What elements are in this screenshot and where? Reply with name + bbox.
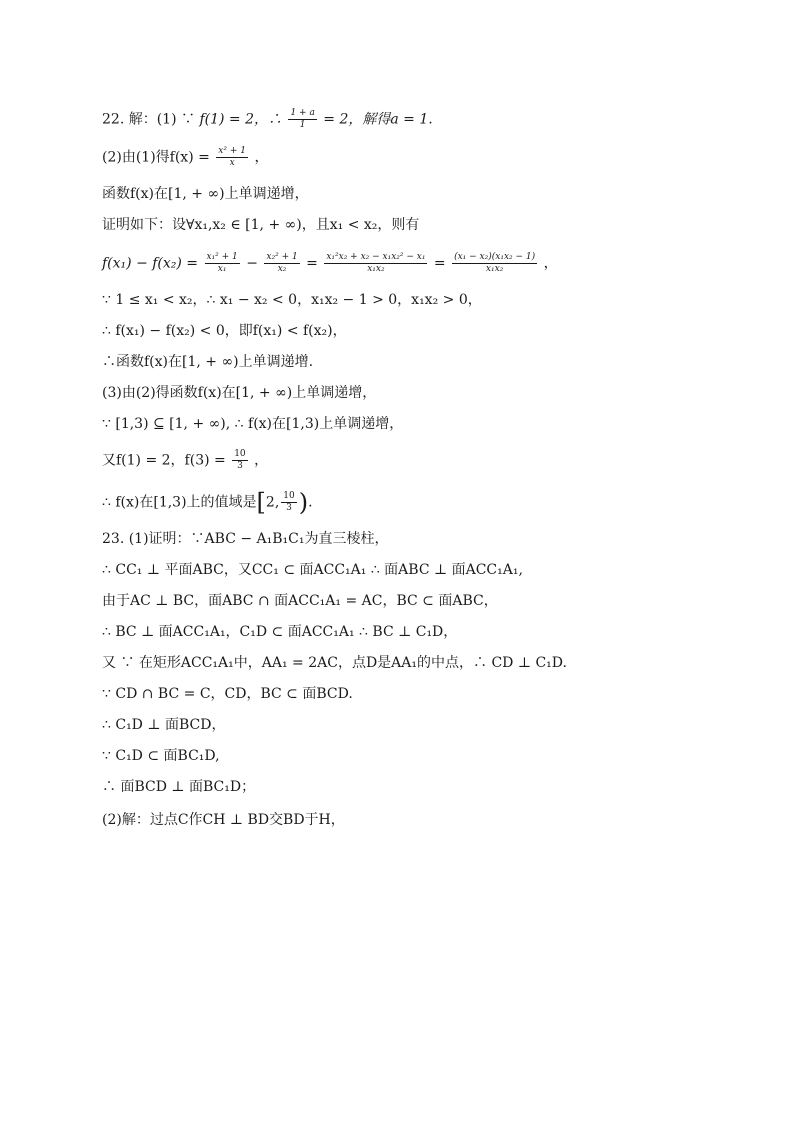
denominator: x	[229, 158, 235, 168]
line-23-prism: 23. (1)证明：∵ABC − A₁B₁C₁为直三棱柱，	[102, 531, 389, 547]
line-plane-perp-conclusion: ∴ 面BCD ⊥ 面BC₁D；	[102, 779, 256, 795]
fraction	[232, 449, 247, 472]
text: ，	[254, 452, 269, 469]
numerator: x₁² + 1	[206, 252, 238, 262]
line-values	[102, 449, 268, 472]
text: 22. 解：(1) ∵	[102, 111, 195, 128]
line-22-part2-fx	[102, 146, 268, 169]
line-c1d-in-plane: ∵ C₁D ⊂ 面BC₁D,	[102, 748, 220, 764]
line-intersection: ∵ CD ∩ BC = C，CD，BC ⊂ 面BCD.	[102, 686, 353, 702]
line-cc1-perp: ∴ CC₁ ⊥ 平面ABC，又CC₁ ⊂ 面ACC₁A₁ ∴ 面ABC ⊥ 面ACC₁A₁,	[102, 562, 523, 578]
line-rectangle: 又 ∵ 在矩形ACC₁A₁中，AA₁ = 2AC，点D是AA₁的中点，∴ CD ⊥ C₁D.	[102, 655, 567, 671]
numerator: x₂² + 1	[266, 252, 298, 262]
math: = 2，解得a = 1.	[323, 111, 433, 128]
line-subset: ∵ [1,3) ⊆ [1, + ∞), ∴ f(x)在[1,3)上单调递增，	[102, 416, 404, 432]
line-bc-perp-c1d: ∴ BC ⊥ 面ACC₁A₁，C₁D ⊂ 面ACC₁A₁ ∴ BC ⊥ C₁D，	[102, 624, 458, 640]
denominator: x₁	[217, 264, 227, 274]
operator: =	[306, 255, 318, 272]
text: (2)由(1)得f(x) =	[102, 149, 210, 166]
text: 又f(1) = 2，f(3) =	[102, 452, 226, 469]
line-22-part1	[102, 108, 433, 131]
math: f(x₁) − f(x₂) =	[102, 255, 199, 272]
numerator: (x₁ − x₂)(x₁x₂ − 1)	[454, 252, 536, 262]
fraction	[288, 108, 316, 131]
line-difference-expansion	[102, 252, 558, 275]
numerator: 10	[283, 491, 295, 501]
denominator: 3	[286, 503, 292, 513]
line-inequality-result: ∴ f(x₁) − f(x₂) < 0，即f(x₁) < f(x₂)，	[102, 323, 347, 339]
bracket: )	[298, 488, 309, 517]
numerator: 10	[234, 449, 246, 459]
fraction	[264, 252, 299, 275]
denominator: 1	[299, 120, 306, 130]
denominator: x₁x₂	[367, 264, 385, 274]
text: ，	[543, 255, 558, 272]
numerator: x² + 1	[218, 146, 246, 156]
text: ，	[254, 149, 269, 166]
fraction	[205, 252, 240, 275]
fraction	[281, 491, 296, 514]
text: ∴ f(x)在[1,3)上的值域是	[102, 494, 257, 511]
fraction	[216, 146, 248, 169]
fraction	[452, 252, 537, 275]
line-part2-construction: (2)解：过点C作CH ⊥ BD交BD于H，	[102, 812, 345, 828]
operator: −	[246, 255, 258, 272]
denominator: x₁x₂	[485, 264, 504, 274]
line-c1d-perp-bcd: ∴ C₁D ⊥ 面BCD，	[102, 717, 226, 733]
line-proof-setup: 证明如下：设∀x₁,x₂ ∈ [1, + ∞)，且x₁ < x₂，则有	[102, 217, 420, 233]
line-monotonic-claim: 函数f(x)在[1, + ∞)上单调递增，	[102, 186, 309, 202]
operator: =	[433, 255, 446, 272]
line-range	[102, 488, 313, 517]
fraction	[324, 252, 427, 275]
denominator: 3	[237, 461, 243, 471]
bracket: [	[256, 488, 266, 517]
line-monotonic-conclusion: ∴函数f(x)在[1, + ∞)上单调递增.	[102, 354, 314, 370]
line-ac-perp-bc: 由于AC ⊥ BC，面ABC ∩ 面ACC₁A₁ = AC，BC ⊂ 面ABC，	[102, 593, 498, 609]
denominator: x₂	[277, 264, 287, 274]
line-part3-start: (3)由(2)得函数f(x)在[1, + ∞)上单调递增，	[102, 385, 377, 401]
text: .	[308, 494, 313, 511]
numerator: 1 + a	[290, 108, 315, 118]
numerator: x₁²x₂ + x₂ − x₁x₂² − x₁	[326, 252, 426, 262]
math: f(1) = 2，∴	[199, 111, 283, 128]
line-sign-conditions: ∵ 1 ≤ x₁ < x₂，∴ x₁ − x₂ < 0，x₁x₂ − 1 > 0，x₁x₂ > 0，	[102, 292, 482, 308]
text: 2,	[265, 494, 280, 511]
